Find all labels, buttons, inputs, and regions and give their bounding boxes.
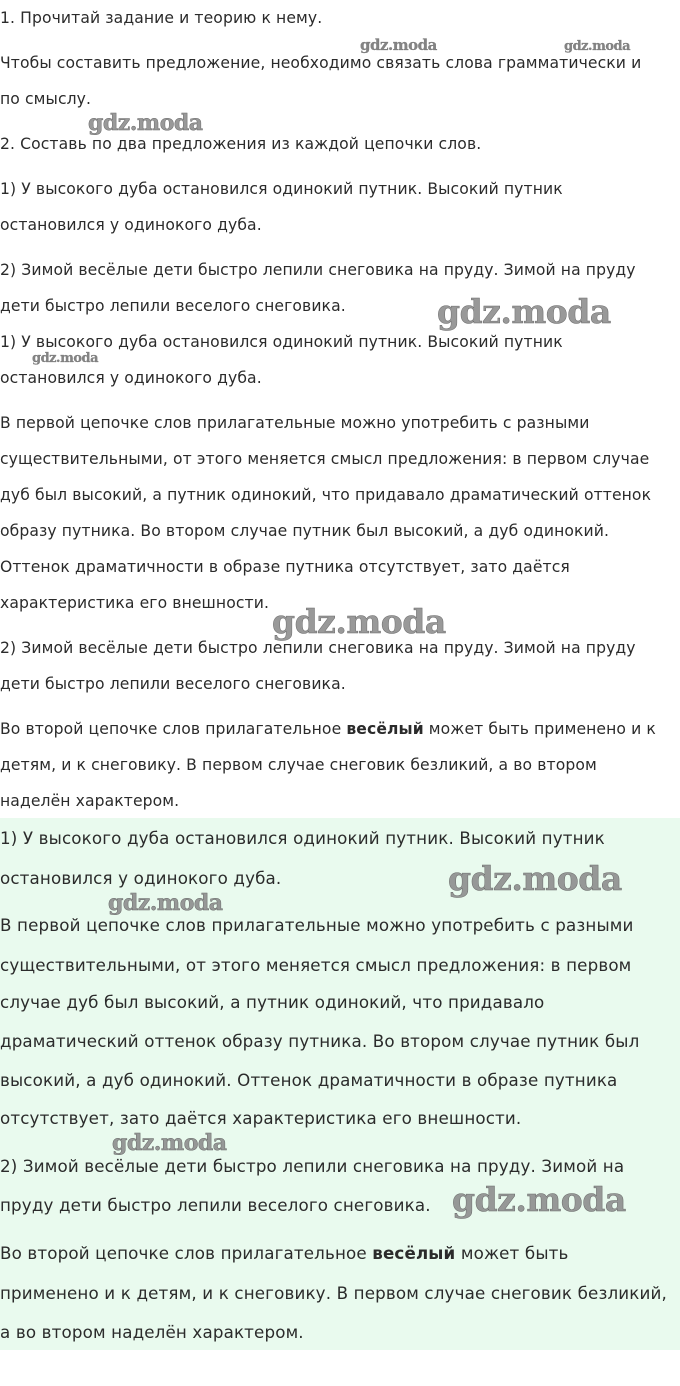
text-line: Чтобы составить предложение, необходимо связать слова грамматически и xyxy=(0,54,642,72)
text-line: дети быстро лепили веселого снеговика. xyxy=(0,297,346,315)
watermark: gdz.moda xyxy=(360,36,437,54)
answer-line: случае дуб был высокий, а путник одинокий, что придавало xyxy=(0,992,545,1012)
text-span: может быть применено и к xyxy=(423,720,656,738)
text-span: Во второй цепочке слов прилагательное xyxy=(0,1243,373,1263)
answer-line: пруду дети быстро лепили веселого снеговика. xyxy=(0,1195,431,1215)
answer-line: остановился у одинокого дуба. xyxy=(0,868,282,888)
answer-line: 1) У высокого дуба остановился одинокий путник. Высокий путник xyxy=(0,828,605,848)
answer-line xyxy=(0,1243,569,1263)
watermark: gdz.moda xyxy=(88,110,203,136)
text-line: образу путника. Во втором случае путник был высокий, а дуб одинокий. xyxy=(0,522,610,540)
text-line: по смыслу. xyxy=(0,90,92,108)
watermark: gdz.moda xyxy=(108,890,223,916)
text-span: может быть xyxy=(455,1243,569,1263)
text-line: В первой цепочке слов прилагательные можно употребить с разными xyxy=(0,414,590,432)
watermark: gdz.moda xyxy=(564,39,631,54)
text-span: Во второй цепочке слов прилагательное xyxy=(0,720,347,738)
watermark: gdz.moda xyxy=(272,602,446,641)
answer-line: драматический оттенок образу путника. Во втором случае путник был xyxy=(0,1031,640,1051)
text-line: 2) Зимой весёлые дети быстро лепили снеговика на пруду. Зимой на пруду xyxy=(0,639,636,657)
bold-word: весёлый xyxy=(372,1243,456,1263)
answer-line: 2) Зимой весёлые дети быстро лепили снеговика на пруду. Зимой на xyxy=(0,1156,625,1176)
watermark: gdz.moda xyxy=(32,351,99,366)
text-line: существительными, от этого меняется смысл предложения: в первом случае xyxy=(0,450,650,468)
answer-line: применено и к детям, и к снеговику. В первом случае снеговик безликий, xyxy=(0,1283,667,1303)
text-line: детям, и к снеговику. В первом случае снеговик безликий, а во втором xyxy=(0,756,597,774)
watermark: gdz.moda xyxy=(452,1180,626,1219)
text-line: наделён характером. xyxy=(0,792,180,810)
text-line: дуб был высокий, а путник одинокий, что придавало драматический оттенок xyxy=(0,486,652,504)
text-line: остановился у одинокого дуба. xyxy=(0,369,262,387)
text-line: 2. Составь по два предложения из каждой цепочки слов. xyxy=(0,135,482,153)
answer-line: существительными, от этого меняется смысл предложения: в первом xyxy=(0,955,632,975)
answer-line: высокий, а дуб одинокий. Оттенок драматичности в образе путника xyxy=(0,1070,618,1090)
text-line xyxy=(0,719,656,739)
answer-line: отсутствует, зато даётся характеристика его внешности. xyxy=(0,1108,522,1128)
text-line: остановился у одинокого дуба. xyxy=(0,216,262,234)
answer-line: а во втором наделён характером. xyxy=(0,1322,304,1342)
text-line: 1. Прочитай задание и теорию к нему. xyxy=(0,9,323,27)
text-line: Оттенок драматичности в образе путника отсутствует, зато даётся xyxy=(0,558,570,576)
text-line: 2) Зимой весёлые дети быстро лепили снеговика на пруду. Зимой на пруду xyxy=(0,261,636,279)
text-line: 1) У высокого дуба остановился одинокий путник. Высокий путник xyxy=(0,180,563,198)
text-line: 1) У высокого дуба остановился одинокий путник. Высокий путник xyxy=(0,333,563,351)
watermark: gdz.moda xyxy=(112,1130,227,1156)
text-line: дети быстро лепили веселого снеговика. xyxy=(0,675,346,693)
watermark: gdz.moda xyxy=(448,859,622,898)
text-line: характеристика его внешности. xyxy=(0,594,270,612)
watermark: gdz.moda xyxy=(437,292,611,331)
bold-word: весёлый xyxy=(346,720,424,738)
answer-line: В первой цепочке слов прилагательные можно употребить с разными xyxy=(0,915,634,935)
